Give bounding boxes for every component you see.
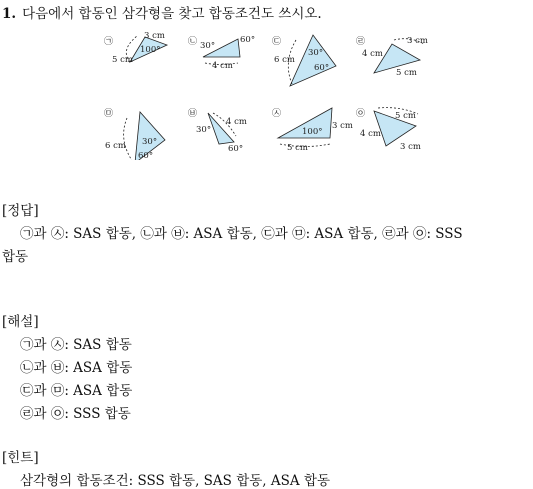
triangle-5 — [104, 108, 165, 160]
triangle-1 — [104, 31, 167, 65]
figure-4-label-c: 5 cm — [396, 68, 417, 78]
explanation-line-2: ㉡과 ㉥: ASA 합동 — [20, 360, 133, 376]
figure-5-label-c: 60° — [138, 151, 154, 160]
figure-mark-5: ㉤ — [104, 109, 114, 119]
figure-2-label-a: 30° — [200, 41, 216, 51]
figure-mark-8: ㉧ — [356, 109, 366, 119]
figure-3-label-a: 6 cm — [274, 55, 295, 65]
figure-3-label-b: 30° — [308, 48, 324, 58]
explanation-line-4: ㉣과 ㉧: SSS 합동 — [20, 406, 131, 422]
figure-2-label-b: 60° — [240, 35, 256, 45]
explanation-label: [해설] — [2, 314, 39, 330]
figure-4-label-b: 3 cm — [407, 36, 428, 46]
figure-mark-7: ㉦ — [272, 109, 282, 119]
question-text: 다음에서 합동인 삼각형을 찾고 합동조건도 쓰시오. — [22, 6, 322, 22]
answer-line-2: 합동 — [2, 249, 29, 265]
triangle-8 — [356, 108, 421, 152]
hint-text: 삼각형의 합동조건: SSS 합동, SAS 합동, ASA 합동 — [20, 473, 331, 489]
triangle-3 — [272, 35, 336, 86]
figure-mark-6: ㉥ — [188, 109, 198, 119]
figure-mark-2: ㉡ — [188, 37, 198, 47]
triangle-2 — [188, 35, 255, 71]
figure-mark-1: ㉠ — [104, 37, 114, 47]
figure-5-label-b: 30° — [142, 137, 158, 147]
triangle-6 — [188, 108, 247, 154]
figure-7-label-a: 100° — [302, 127, 323, 137]
figure-6-label-c: 60° — [228, 144, 244, 154]
figure-8-label-b: 4 cm — [360, 129, 381, 139]
question-number: 1. — [2, 6, 17, 22]
explanation-line-1: ㉠과 ㉦: SAS 합동 — [20, 337, 132, 353]
figure-6-label-a: 30° — [196, 125, 212, 135]
figure-7-label-c: 5 cm — [287, 143, 308, 153]
figure-4-label-a: 4 cm — [362, 49, 383, 59]
figure-8-label-c: 3 cm — [400, 142, 421, 152]
figure-6-label-b: 4 cm — [226, 117, 247, 127]
explanation-line-3: ㉢과 ㉤: ASA 합동 — [20, 383, 133, 399]
answer-label: [정답] — [2, 203, 39, 219]
figure-mark-4: ㉣ — [356, 37, 366, 47]
figure-7-label-b: 3 cm — [332, 121, 353, 131]
figure-2-label-c: 4 cm — [212, 61, 233, 71]
figure-mark-3: ㉢ — [272, 37, 282, 47]
triangle-7 — [272, 108, 353, 153]
triangle-4 — [356, 36, 428, 78]
figure-1-label-c: 100° — [140, 45, 161, 55]
figure-1-label-a: 3 cm — [144, 31, 165, 41]
figure-5-label-a: 6 cm — [105, 141, 126, 151]
answer-line-1: ㉠과 ㉦: SAS 합동, ㉡과 ㉥: ASA 합동, ㉢과 ㉤: ASA 합동, ㉣과 ㉧: SSS — [20, 226, 463, 242]
figure-panel — [0, 0, 533, 160]
figure-1-label-b: 5 cm — [112, 55, 133, 65]
figure-3-label-c: 60° — [314, 63, 330, 73]
hint-label: [힌트] — [2, 450, 39, 466]
figure-8-label-a: 5 cm — [395, 111, 416, 121]
